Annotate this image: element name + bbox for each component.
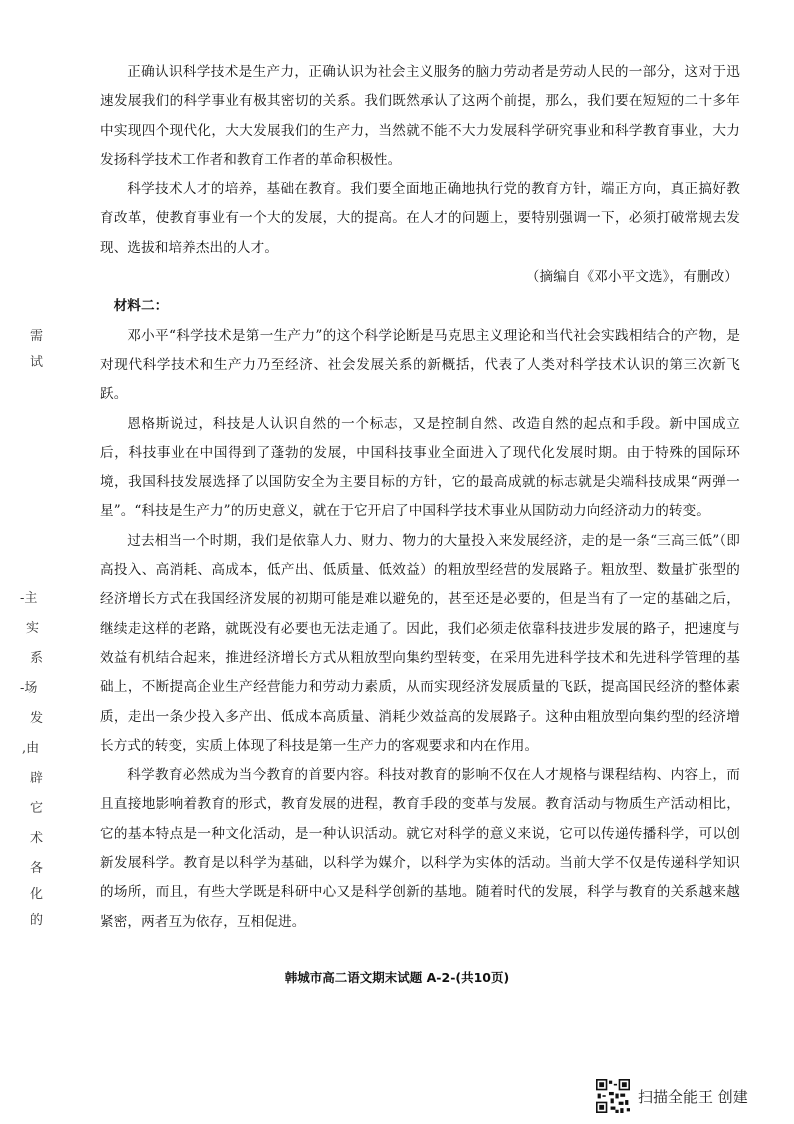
qr-code-icon: [596, 1079, 630, 1113]
scanner-watermark: [596, 1078, 748, 1114]
margin-note: 需: [30, 329, 44, 344]
page-footer: 韩城市高二语文期末试题 A-2-(共10页): [284, 970, 510, 985]
margin-note: 实: [26, 621, 40, 636]
paragraph: 正确认识科学技术是生产力，正确认识为社会主义服务的脑力劳动者是劳动人民的一部分，这对于迅速发展我们的科学事业有极其密切的关系。我们既然承认了这两个前提，那么，我们要在短短的二十多年中实现四个现代化，大大发展我们的生产力，当然就不能不大力发展科学研究事业和科学教育事业，大力发扬科学技术工作者和教育工作者的革命积极性。: [100, 64, 740, 168]
section-heading: 材料二：: [113, 298, 169, 315]
margin-note: ,由: [22, 741, 40, 756]
margin-note: -场: [20, 681, 38, 696]
paragraph: 科学技术人才的培养，基础在教育。我们要全面地正确地执行党的教育方针，端正方向，真正搞好教育改革，使教育事业有一个大的发展，大的提高。在人才的问题上，要特别强调一下，必须打破常规去发现、选拔和培养杰出的人才。: [100, 181, 740, 256]
margin-note: 辟: [30, 771, 44, 786]
margin-note: 化: [30, 887, 44, 902]
scanner-label: 扫描全能王 创建: [638, 1087, 748, 1106]
margin-note: 术: [30, 831, 44, 846]
margin-note: 它: [30, 801, 44, 816]
paragraph: 恩格斯说过，科技是人认识自然的一个标志，又是控制自然、改造自然的起点和手段。新中国成立后，科技事业在中国得到了蓬勃的发展，中国科技事业全面进入了现代化发展时期。由于特殊的国际环境，我国科技发展选择了以国防安全为主要目标的方针，它的最高成就的标志就是尖端科技成果“两弹一星”。“科技是生产力”的历史意义，就在于它开启了中国科学技术事业从国防动力向经济动力的转变。: [100, 415, 740, 520]
paragraph: 邓小平“科学技术是第一生产力”的这个科学论断是马克思主义理论和当代社会实践相结合的产物，是对现代科学技术和生产力乃至经济、社会发展关系的新概括，代表了人类对科学技术认识的第三次新飞跃。: [100, 327, 740, 403]
paragraph: 过去相当一个时期，我们是依靠人力、财力、物力的大量投入来发展经济，走的是一条“三高三低”（即高投入、高消耗、高成本，低产出、低质量、低效益）的粗放型经营的发展路子。粗放型、数量扩张型的经济增长方式在我国经济发展的初期可能是难以避免的，甚至还是必要的，但是当有了一定的基础之后，继续走这样的老路，就既没有必要也无法走通了。因此，我们必须走依靠科技进步发展的路子，把速度与效益有机结合起来，推进经济增长方式从粗放型向集约型转变，在采用先进科学技术和先进科学管理的基础上，不断提高企业生产经营能力和劳动力素质，从而实现经济发展质量的飞跃，提高国民经济的整体素质，走出一条少投入多产出、低成本高质量、消耗少效益高的发展路子。这种由粗放型向集约型的经济增长方式的转变，实质上体现了科技是第一生产力的客观要求和内在作用。: [100, 532, 740, 754]
margin-note: 系: [30, 651, 44, 666]
margin-note: -主: [20, 591, 38, 606]
margin-note: 试: [30, 355, 44, 370]
paragraph: 科学教育必然成为当今教育的首要内容。科技对教育的影响不仅在人才规格与课程结构、内容上，而且直接地影响着教育的形式，教育发展的进程，教育手段的变革与发展。教育活动与物质生产活动相比，它的基本特点是一种文化活动，是一种认识活动。就它对科学的意义来说，它可以传递传播科学，可以创新发展科学。教育是以科学为基础，以科学为媒介，以科学为实体的活动。当前大学不仅是传递科学知识的场所，而且，有些大学既是科研中心又是科学创新的基地。随着时代的发展，科学与教育的关系越来越紧密，两者互为依存，互相促进。: [100, 767, 740, 930]
margin-note: 各: [30, 861, 44, 876]
margin-note: 的: [30, 913, 44, 928]
source-citation: （摘编自《邓小平文选》，有删改）: [525, 269, 738, 286]
margin-note: 发: [30, 711, 44, 726]
article-body: [100, 58, 740, 937]
